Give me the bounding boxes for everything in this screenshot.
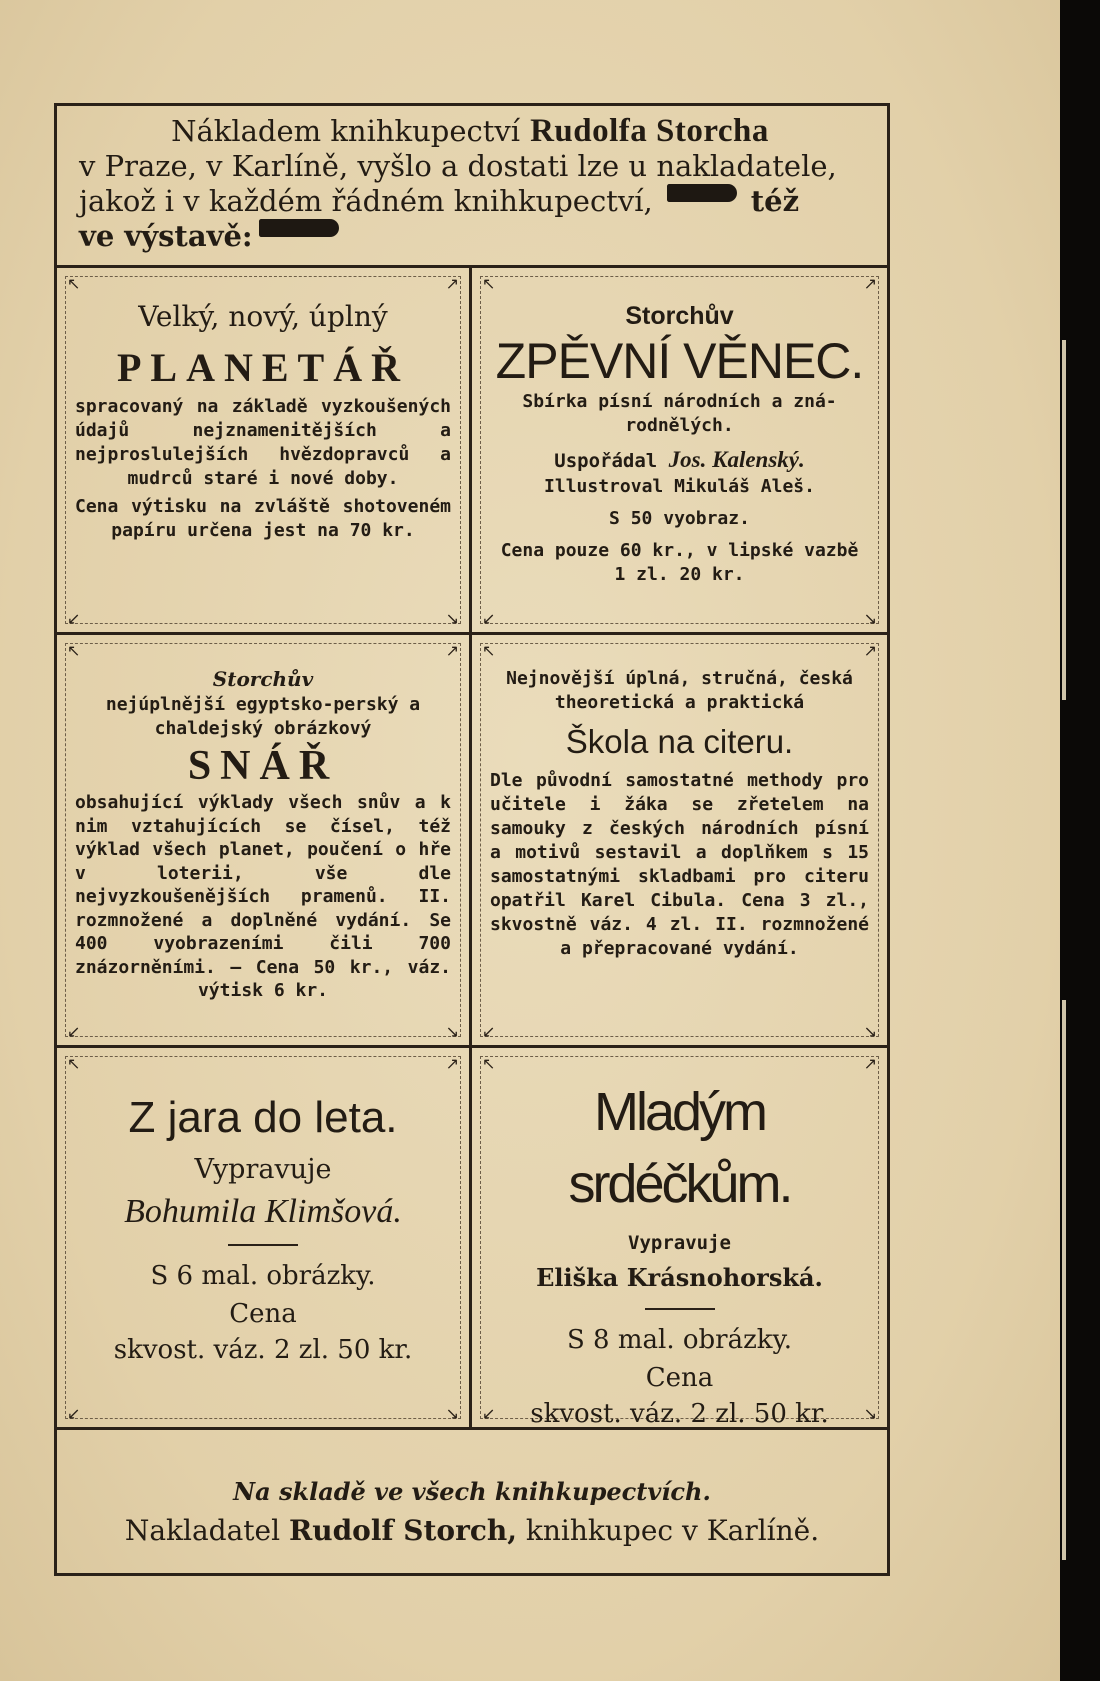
- corner-ornament-icon: ↗: [863, 641, 877, 660]
- ad-snar: [57, 635, 472, 1045]
- jara-title: Z jara do leta.: [128, 1093, 398, 1142]
- corner-ornament-icon: ↙: [67, 1022, 81, 1041]
- corner-ornament-icon: ↙: [482, 1022, 496, 1041]
- publisher-header: [57, 106, 887, 268]
- corner-ornament-icon: ↖: [482, 641, 496, 660]
- corner-ornament-icon: ↙: [482, 1404, 496, 1423]
- corner-ornament-icon: ↖: [67, 1054, 81, 1073]
- divider: [228, 1244, 298, 1246]
- next-page-edge: [1062, 340, 1066, 700]
- ad-grid: [57, 268, 887, 1430]
- jara-pictures: S 6 mal. obrázky.: [150, 1261, 376, 1291]
- citera-title: Škola na citeru.: [565, 723, 794, 760]
- publisher-footer: [57, 1467, 887, 1573]
- advertisement-frame: [54, 103, 890, 1576]
- corner-ornament-icon: ↘: [863, 1404, 877, 1423]
- header-line3-text: jakož i v každém řádném knihkupectví,: [79, 184, 653, 218]
- ad-skola-na-citeru: [472, 635, 887, 1045]
- pointing-hand-icon: [667, 184, 737, 202]
- corner-ornament-icon: ↘: [863, 609, 877, 628]
- srdcckum-price-label: Cena: [645, 1363, 714, 1393]
- corner-ornament-icon: ↙: [482, 609, 496, 628]
- corner-ornament-icon: ↗: [445, 274, 459, 293]
- citera-intro: Nejnovější úplná, stručná, česká theoretická a praktická: [506, 668, 853, 713]
- corner-ornament-icon: ↖: [482, 1054, 496, 1073]
- corner-ornament-icon: ↘: [445, 1022, 459, 1041]
- venec-sub: Sbírka písní národních a zná-rodnělých.: [522, 391, 837, 436]
- divider: [645, 1308, 715, 1310]
- jara-author: Bohumila Klimšová.: [124, 1193, 402, 1230]
- venec-editor-pre: Uspořádal: [554, 450, 658, 472]
- srdcckum-by: Vypravuje: [628, 1232, 731, 1254]
- corner-ornament-icon: ↘: [445, 1404, 459, 1423]
- venec-editor: Jos. Kalenský.: [668, 447, 805, 472]
- venec-pre: Storchův: [625, 302, 734, 330]
- scan-dark-edge: [1060, 0, 1100, 1681]
- planetar-price: Cena výtisku na zvláště shotoveném papíru určena jest na 70 kr.: [75, 496, 451, 541]
- venec-illustrator: Illustroval Mikuláš Aleš.: [544, 476, 815, 497]
- publisher-name: Rudolfa Storcha: [530, 113, 769, 149]
- header-line4-text: ve výstavě:: [79, 219, 253, 253]
- header-line2-text: v Praze, v Karlíně, vyšlo a dostati lze u nakladatele,: [79, 149, 837, 183]
- header-line1-text: Nákladem knihkupectví: [171, 114, 521, 148]
- pointing-hand-icon: [259, 219, 339, 237]
- corner-ornament-icon: ↗: [445, 1054, 459, 1073]
- footer-publisher-name: Rudolf Storch,: [288, 1514, 518, 1547]
- snar-title: SNÁŘ: [187, 743, 339, 789]
- footer-line2-post: knihkupec v Karlíně.: [525, 1514, 820, 1547]
- jara-price: skvost. váz. 2 zl. 50 kr.: [113, 1335, 413, 1365]
- corner-ornament-icon: ↗: [863, 274, 877, 293]
- snar-pre: Storchův: [212, 667, 314, 691]
- venec-title: ZPĚVNÍ VĚNEC.: [495, 333, 864, 389]
- next-page-edge: [1062, 1000, 1066, 1560]
- ad-row-1: [57, 268, 887, 635]
- corner-ornament-icon: ↘: [863, 1022, 877, 1041]
- ad-z-jara-do-leta: [57, 1048, 472, 1427]
- ad-zpevni-venec: [472, 268, 887, 632]
- ad-row-2: [57, 635, 887, 1048]
- planetar-title: PLANETÁŘ: [116, 345, 410, 390]
- srdcckum-author: Eliška Krásnohorská.: [536, 1263, 823, 1292]
- corner-ornament-icon: ↗: [863, 1054, 877, 1073]
- corner-ornament-icon: ↙: [67, 609, 81, 628]
- corner-ornament-icon: ↖: [67, 274, 81, 293]
- srdcckum-pictures: S 8 mal. obrázky.: [566, 1325, 793, 1355]
- planetar-intro: Velký, nový, úplný: [138, 300, 388, 333]
- ad-planetar: [57, 268, 472, 632]
- planetar-body: spracovaný na základě vyzkoušených údajů nejznamenitějších a nejproslulejších hvězdopravců a mudrců staré i nové doby.: [75, 396, 451, 489]
- footer-line1: Na skladě ve všech knihkupectvích.: [233, 1477, 711, 1506]
- corner-ornament-icon: ↙: [67, 1404, 81, 1423]
- jara-price-label: Cena: [229, 1299, 297, 1329]
- venec-price: Cena pouze 60 kr., v lipské vazbě 1 zl. 20 kr.: [500, 540, 859, 585]
- srdcckum-price: skvost. váz. 2 zl. 50 kr.: [530, 1399, 829, 1429]
- header-line3-tail: též: [750, 184, 800, 218]
- snar-body: obsahující výklady všech snův a k nim vztahujících se čísel, též výklad všech planet, poučení o hře v loterii, vše dle nejvyzkoušenějších pramenů. II. rozmnožené a doplněné vydání. Se 400 vyobrazeními čili 700 znázorněními. — Cena 50 kr., váz. výtisk 6 kr.: [75, 792, 451, 1001]
- citera-body: Dle původní samostatné methody pro učitele i žáka se zřetelem na samouky z českých národních písní a motivů sestavil a doplňkem s 15 samostatnými skladbami pro citeru opatřil Karel Cibula. Cena 3 zl., skvostně váz. 4 zl. II. rozmnožené a přepracované vydání.: [490, 770, 869, 959]
- ad-mladym-srdeckum: [472, 1048, 887, 1427]
- corner-ornament-icon: ↖: [482, 274, 496, 293]
- corner-ornament-icon: ↘: [445, 609, 459, 628]
- srdcckum-title: Mladým srdéčkům.: [568, 1082, 791, 1214]
- corner-ornament-icon: ↗: [445, 641, 459, 660]
- ad-row-3: [57, 1048, 887, 1430]
- jara-by: Vypravuje: [194, 1154, 332, 1185]
- venec-pictures: S 50 vyobraz.: [609, 508, 750, 529]
- corner-ornament-icon: ↖: [67, 641, 81, 660]
- snar-desc: nejúplnější egyptsko-perský a chaldejský obrázkový: [105, 694, 421, 739]
- footer-line2-pre: Nakladatel: [124, 1514, 281, 1547]
